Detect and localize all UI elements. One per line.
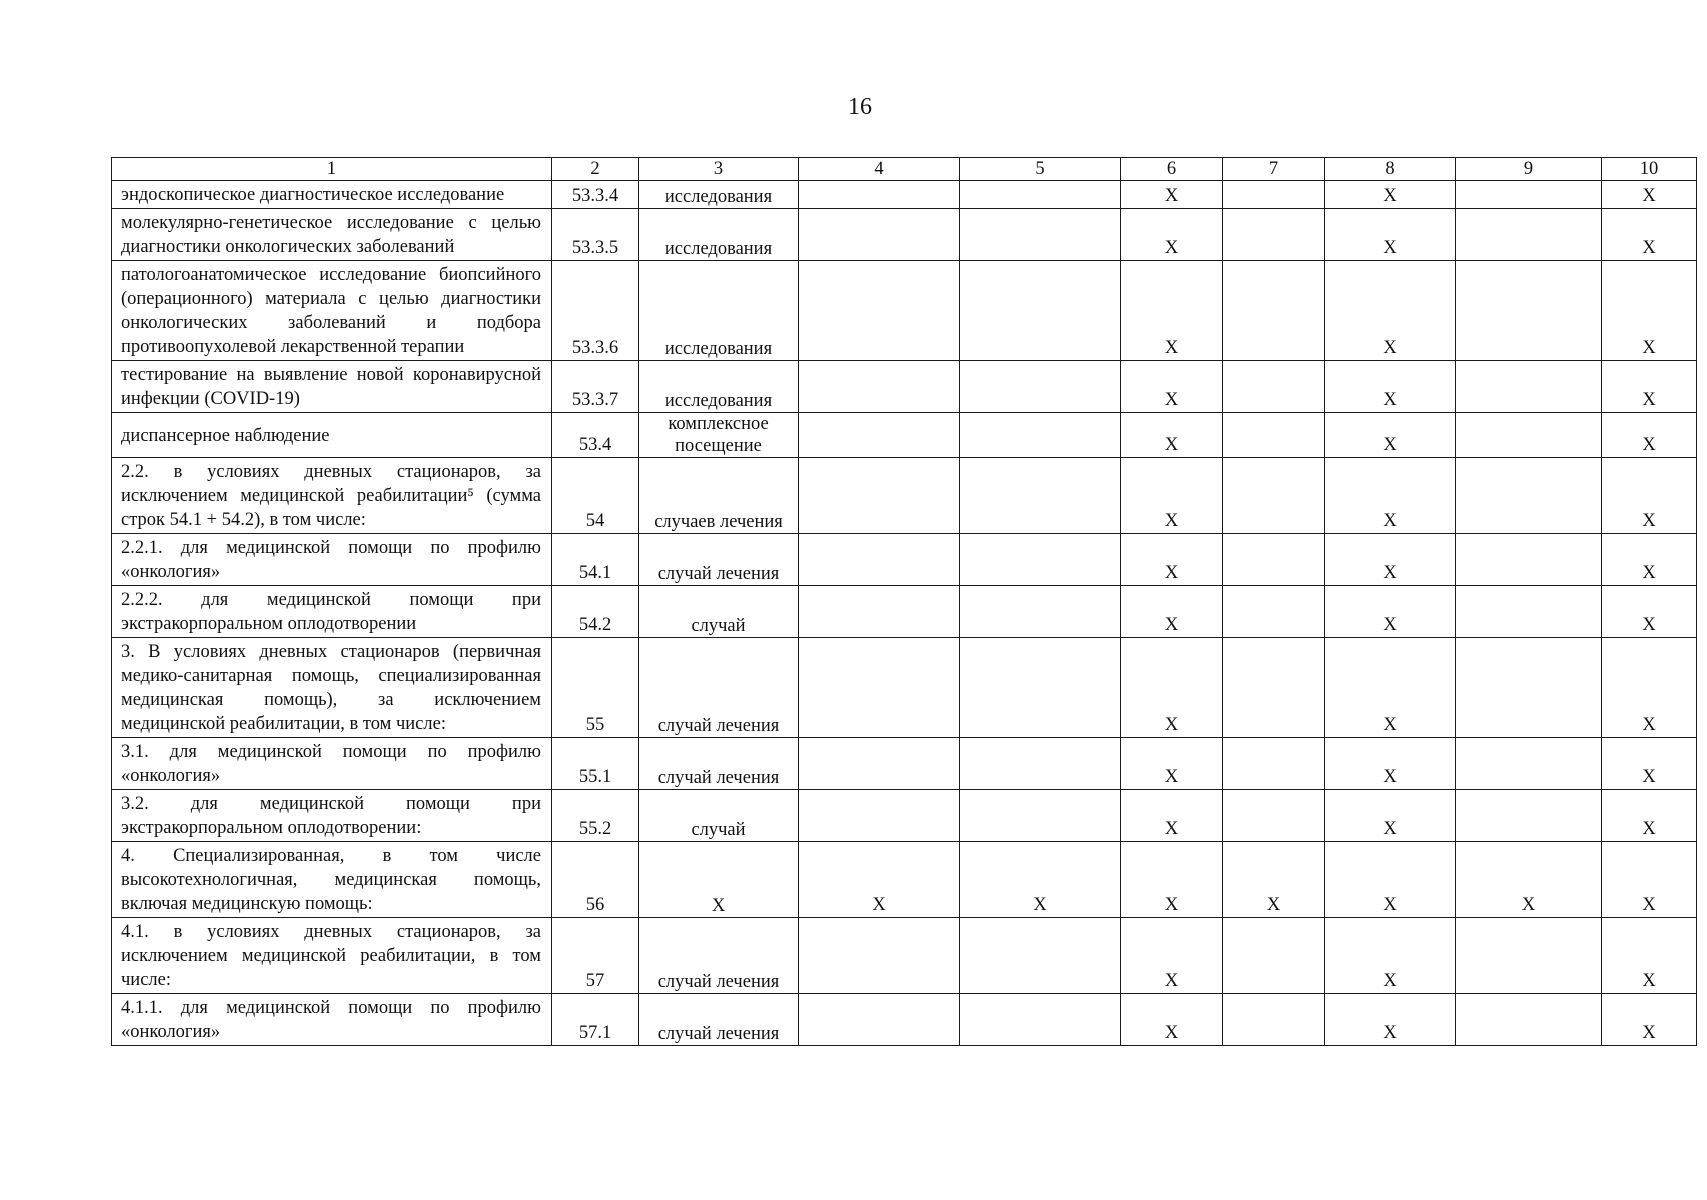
table-row xyxy=(112,842,1697,918)
table-row xyxy=(112,209,1697,261)
table-row xyxy=(112,413,1697,458)
cell-col10: X xyxy=(1602,586,1697,638)
cell-col6: X xyxy=(1121,413,1223,458)
cell-col9: X xyxy=(1456,842,1602,918)
row-name: 2.2.1. для медицинской помощи по профилю «онкология» xyxy=(112,534,552,586)
cell-col4 xyxy=(799,261,960,361)
column-header: 2 xyxy=(552,158,639,181)
cell-col10: X xyxy=(1602,790,1697,842)
row-code: 54 xyxy=(552,458,639,534)
table-row xyxy=(112,261,1697,361)
row-code: 57.1 xyxy=(552,994,639,1046)
cell-col8: X xyxy=(1325,586,1456,638)
cell-col10: X xyxy=(1602,413,1697,458)
cell-col7 xyxy=(1223,738,1325,790)
cell-col6: X xyxy=(1121,790,1223,842)
cell-col9 xyxy=(1456,534,1602,586)
row-unit: случай лечения xyxy=(639,738,799,790)
row-name: 2.2. в условиях дневных стационаров, за исключением медицинской реабилитации⁵ (сумма строк 54.1 + 54.2), в том числе: xyxy=(112,458,552,534)
row-unit: случай xyxy=(639,586,799,638)
cell-col6: X xyxy=(1121,361,1223,413)
cell-col9 xyxy=(1456,738,1602,790)
cell-col6: X xyxy=(1121,261,1223,361)
row-unit: исследования xyxy=(639,361,799,413)
table-row xyxy=(112,534,1697,586)
cell-col9 xyxy=(1456,458,1602,534)
cell-col6: X xyxy=(1121,738,1223,790)
row-code: 55.1 xyxy=(552,738,639,790)
page-number: 16 xyxy=(848,94,872,120)
row-unit: случай лечения xyxy=(639,994,799,1046)
cell-col10: X xyxy=(1602,534,1697,586)
cell-col5: X xyxy=(960,842,1121,918)
cell-col4 xyxy=(799,534,960,586)
row-unit: случай xyxy=(639,790,799,842)
row-unit: случаев лечения xyxy=(639,458,799,534)
column-header: 6 xyxy=(1121,158,1223,181)
table-row xyxy=(112,994,1697,1046)
row-name: тестирование на выявление новой коронавирусной инфекции (COVID-19) xyxy=(112,361,552,413)
cell-col4 xyxy=(799,413,960,458)
cell-col10: X xyxy=(1602,918,1697,994)
row-unit: исследования xyxy=(639,261,799,361)
row-name: патологоанатомическое исследование биопсийного (операционного) материала с целью диагностики онкологических заболеваний и подбора противоопухолевой лекарственной терапии xyxy=(112,261,552,361)
cell-col7 xyxy=(1223,534,1325,586)
column-header: 7 xyxy=(1223,158,1325,181)
cell-col6: X xyxy=(1121,638,1223,738)
row-code: 55 xyxy=(552,638,639,738)
cell-col5 xyxy=(960,413,1121,458)
row-name: молекулярно-генетическое исследование с целью диагностики онкологических заболеваний xyxy=(112,209,552,261)
cell-col8: X xyxy=(1325,638,1456,738)
cell-col8: X xyxy=(1325,534,1456,586)
cell-col8: X xyxy=(1325,413,1456,458)
cell-col5 xyxy=(960,586,1121,638)
cell-col5 xyxy=(960,738,1121,790)
cell-col9 xyxy=(1456,790,1602,842)
cell-col7 xyxy=(1223,586,1325,638)
row-name: 4. Специализированная, в том числе высокотехнологичная, медицинская помощь, включая медицинскую помощь: xyxy=(112,842,552,918)
cell-col7 xyxy=(1223,413,1325,458)
cell-col7 xyxy=(1223,458,1325,534)
row-name: 2.2.2. для медицинской помощи при экстракорпоральном оплодотворении xyxy=(112,586,552,638)
table-row xyxy=(112,790,1697,842)
cell-col10: X xyxy=(1602,181,1697,209)
row-code: 54.1 xyxy=(552,534,639,586)
cell-col7 xyxy=(1223,209,1325,261)
cell-col6: X xyxy=(1121,458,1223,534)
cell-col5 xyxy=(960,638,1121,738)
cell-col6: X xyxy=(1121,181,1223,209)
row-code: 53.3.4 xyxy=(552,181,639,209)
row-code: 55.2 xyxy=(552,790,639,842)
cell-col5 xyxy=(960,918,1121,994)
cell-col7: X xyxy=(1223,842,1325,918)
column-header: 3 xyxy=(639,158,799,181)
column-header: 1 xyxy=(112,158,552,181)
cell-col10: X xyxy=(1602,638,1697,738)
cell-col6: X xyxy=(1121,918,1223,994)
row-name: 3. В условиях дневных стационаров (первичная медико-санитарная помощь, специализированная медицинская помощь), за исключением медицинской реабилитации, в том числе: xyxy=(112,638,552,738)
cell-col6: X xyxy=(1121,586,1223,638)
cell-col9 xyxy=(1456,918,1602,994)
cell-col5 xyxy=(960,261,1121,361)
cell-col4 xyxy=(799,586,960,638)
column-header: 5 xyxy=(960,158,1121,181)
cell-col5 xyxy=(960,534,1121,586)
row-unit: исследования xyxy=(639,181,799,209)
cell-col6: X xyxy=(1121,209,1223,261)
cell-col9 xyxy=(1456,638,1602,738)
row-name: 3.2. для медицинской помощи при экстракорпоральном оплодотворении: xyxy=(112,790,552,842)
cell-col4 xyxy=(799,458,960,534)
column-header: 10 xyxy=(1602,158,1697,181)
row-unit: случай лечения xyxy=(639,918,799,994)
cell-col7 xyxy=(1223,918,1325,994)
cell-col10: X xyxy=(1602,458,1697,534)
cell-col5 xyxy=(960,209,1121,261)
table-row xyxy=(112,738,1697,790)
cell-col7 xyxy=(1223,994,1325,1046)
row-code: 56 xyxy=(552,842,639,918)
cell-col7 xyxy=(1223,638,1325,738)
cell-col9 xyxy=(1456,413,1602,458)
row-unit: исследования xyxy=(639,209,799,261)
cell-col8: X xyxy=(1325,738,1456,790)
row-name: 4.1.1. для медицинской помощи по профилю «онкология» xyxy=(112,994,552,1046)
table-row xyxy=(112,361,1697,413)
table-row xyxy=(112,181,1697,209)
cell-col5 xyxy=(960,458,1121,534)
cell-col9 xyxy=(1456,209,1602,261)
cell-col6: X xyxy=(1121,994,1223,1046)
row-unit: X xyxy=(639,842,799,918)
cell-col8: X xyxy=(1325,261,1456,361)
cell-col4 xyxy=(799,181,960,209)
cell-col10: X xyxy=(1602,994,1697,1046)
row-code: 54.2 xyxy=(552,586,639,638)
row-unit: комплексное посещение xyxy=(639,413,799,458)
row-name: эндоскопическое диагностическое исследование xyxy=(112,181,552,209)
cell-col8: X xyxy=(1325,458,1456,534)
cell-col5 xyxy=(960,361,1121,413)
cell-col4: X xyxy=(799,842,960,918)
cell-col8: X xyxy=(1325,181,1456,209)
cell-col4 xyxy=(799,918,960,994)
row-name: 3.1. для медицинской помощи по профилю «онкология» xyxy=(112,738,552,790)
row-unit: случай лечения xyxy=(639,638,799,738)
cell-col10: X xyxy=(1602,842,1697,918)
table-header-row xyxy=(112,158,1697,181)
cell-col6: X xyxy=(1121,534,1223,586)
cell-col8: X xyxy=(1325,790,1456,842)
cell-col4 xyxy=(799,738,960,790)
cell-col7 xyxy=(1223,790,1325,842)
row-code: 53.3.6 xyxy=(552,261,639,361)
cell-col5 xyxy=(960,181,1121,209)
row-code: 57 xyxy=(552,918,639,994)
cell-col5 xyxy=(960,790,1121,842)
row-name: диспансерное наблюдение xyxy=(112,413,552,458)
row-unit: случай лечения xyxy=(639,534,799,586)
cell-col10: X xyxy=(1602,361,1697,413)
table-row xyxy=(112,458,1697,534)
cell-col6: X xyxy=(1121,842,1223,918)
data-table xyxy=(111,157,1697,1046)
row-code: 53.4 xyxy=(552,413,639,458)
cell-col8: X xyxy=(1325,842,1456,918)
row-name: 4.1. в условиях дневных стационаров, за исключением медицинской реабилитации, в том числе: xyxy=(112,918,552,994)
cell-col4 xyxy=(799,361,960,413)
cell-col8: X xyxy=(1325,209,1456,261)
cell-col7 xyxy=(1223,261,1325,361)
cell-col5 xyxy=(960,994,1121,1046)
table-row xyxy=(112,586,1697,638)
cell-col10: X xyxy=(1602,261,1697,361)
cell-col10: X xyxy=(1602,209,1697,261)
cell-col7 xyxy=(1223,181,1325,209)
column-header: 4 xyxy=(799,158,960,181)
cell-col8: X xyxy=(1325,361,1456,413)
cell-col4 xyxy=(799,790,960,842)
column-header: 8 xyxy=(1325,158,1456,181)
cell-col9 xyxy=(1456,261,1602,361)
column-header: 9 xyxy=(1456,158,1602,181)
table-row xyxy=(112,918,1697,994)
table-row xyxy=(112,638,1697,738)
cell-col4 xyxy=(799,638,960,738)
cell-col8: X xyxy=(1325,994,1456,1046)
cell-col4 xyxy=(799,209,960,261)
cell-col10: X xyxy=(1602,738,1697,790)
cell-col4 xyxy=(799,994,960,1046)
row-code: 53.3.7 xyxy=(552,361,639,413)
cell-col9 xyxy=(1456,181,1602,209)
cell-col9 xyxy=(1456,361,1602,413)
cell-col9 xyxy=(1456,994,1602,1046)
row-code: 53.3.5 xyxy=(552,209,639,261)
cell-col8: X xyxy=(1325,918,1456,994)
cell-col9 xyxy=(1456,586,1602,638)
cell-col7 xyxy=(1223,361,1325,413)
